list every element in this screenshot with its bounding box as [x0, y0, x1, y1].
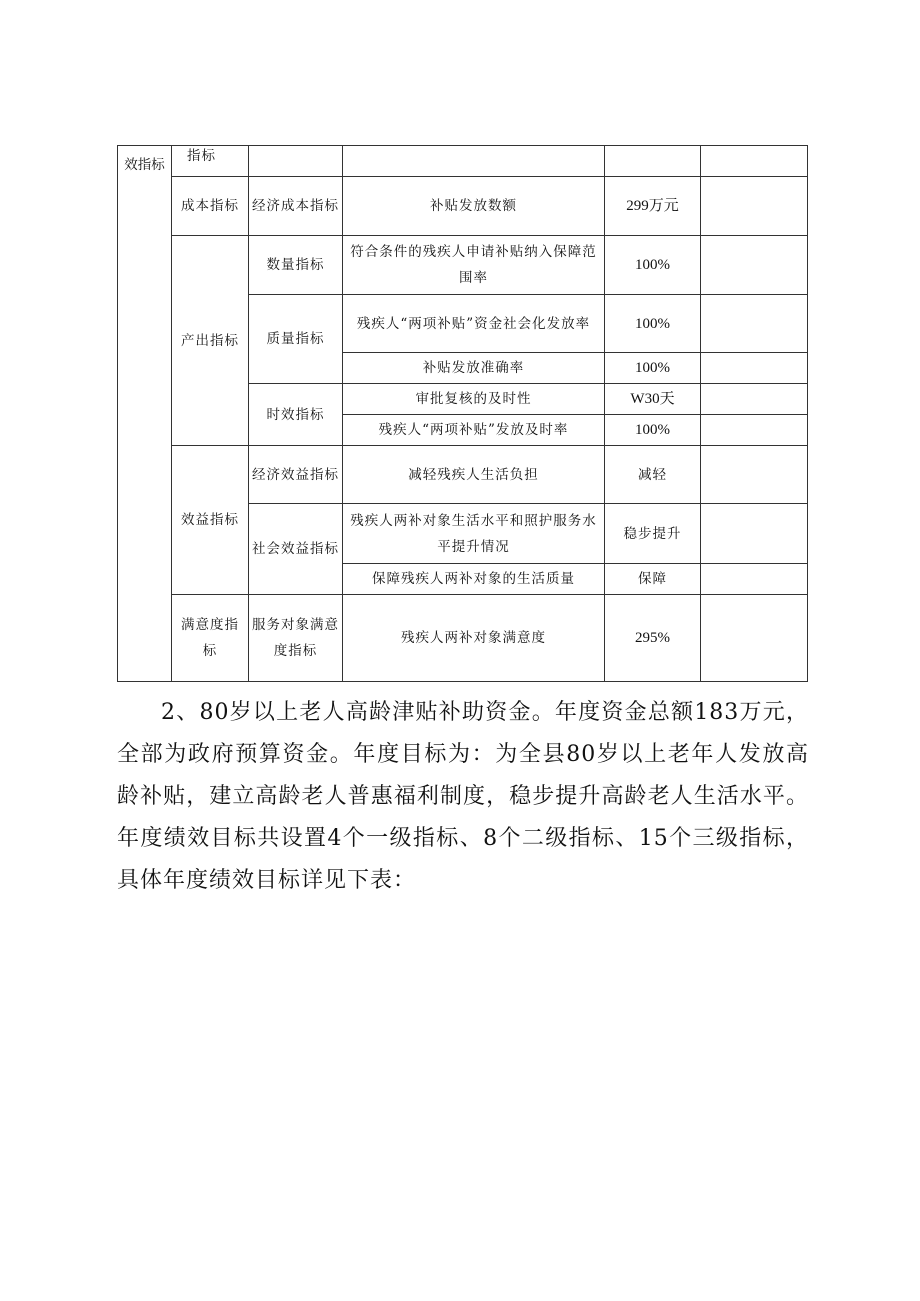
table-row [118, 595, 808, 682]
continued-level2-cell: 指标 [172, 146, 249, 177]
empty-cell [605, 146, 701, 177]
level3-indicator-cell: 质量指标 [249, 295, 343, 384]
indicator-cell: 残疾人两补对象满意度 [343, 595, 605, 682]
remark-cell [701, 504, 808, 564]
indicator-cell: 补贴发放准确率 [343, 353, 605, 384]
level3-indicator-cell: 服务对象满意度指标 [249, 595, 343, 682]
indicator-cell: 审批复核的及时性 [343, 384, 605, 415]
level1-indicator-cell: 效指标 [118, 146, 172, 682]
table-row [118, 177, 808, 236]
table-row [118, 446, 808, 504]
level3-indicator-cell: 社会效益指标 [249, 504, 343, 595]
empty-cell [249, 146, 343, 177]
target-value-cell: W30天 [605, 384, 701, 415]
table-row [118, 146, 808, 177]
level2-indicator-cell: 满意度指标 [172, 595, 249, 682]
target-value-cell: 295% [605, 595, 701, 682]
performance-indicator-table [117, 145, 808, 682]
target-value-cell: 100% [605, 353, 701, 384]
remark-cell [701, 564, 808, 595]
level3-indicator-cell: 数量指标 [249, 236, 343, 295]
target-value-cell: 稳步提升 [605, 504, 701, 564]
target-value-cell: 299万元 [605, 177, 701, 236]
indicator-cell: 符合条件的残疾人申请补贴纳入保障范围率 [343, 236, 605, 295]
empty-cell [343, 146, 605, 177]
remark-cell [701, 236, 808, 295]
remark-cell [701, 595, 808, 682]
level3-indicator-cell: 经济效益指标 [249, 446, 343, 504]
indicator-cell: 保障残疾人两补对象的生活质量 [343, 564, 605, 595]
paragraph: 2、80岁以上老人高龄津贴补助资金。年度资金总额183万元，全部为政府预算资金。年度目标为：为全县80岁以上老年人发放高龄补贴，建立高龄老人普惠福利制度，稳步提升高龄老人生活水平。年度绩效目标共设置4个一级指标、8个二级指标、15个三级指标，具体年度绩效目标详见下表： [117, 700, 809, 893]
target-value-cell: 保障 [605, 564, 701, 595]
target-value-cell: 100% [605, 295, 701, 353]
indicator-cell: 残疾人“两项补贴”资金社会化发放率 [343, 295, 605, 353]
empty-cell [701, 146, 808, 177]
target-value-cell: 100% [605, 415, 701, 446]
table-row [118, 236, 808, 295]
indicator-cell: 减轻残疾人生活负担 [343, 446, 605, 504]
remark-cell [701, 384, 808, 415]
target-value-cell: 减轻 [605, 446, 701, 504]
indicator-cell: 残疾人两补对象生活水平和照护服务水平提升情况 [343, 504, 605, 564]
target-value-cell: 100% [605, 236, 701, 295]
remark-cell [701, 446, 808, 504]
level3-indicator-cell: 时效指标 [249, 384, 343, 446]
level2-indicator-cell: 成本指标 [172, 177, 249, 236]
body-text [117, 692, 809, 902]
level3-indicator-cell: 经济成本指标 [249, 177, 343, 236]
indicator-cell: 残疾人“两项补贴”发放及时率 [343, 415, 605, 446]
remark-cell [701, 177, 808, 236]
remark-cell [701, 353, 808, 384]
level2-indicator-cell: 效益指标 [172, 446, 249, 595]
level2-indicator-cell: 产出指标 [172, 236, 249, 446]
remark-cell [701, 295, 808, 353]
remark-cell [701, 415, 808, 446]
indicator-cell: 补贴发放数额 [343, 177, 605, 236]
